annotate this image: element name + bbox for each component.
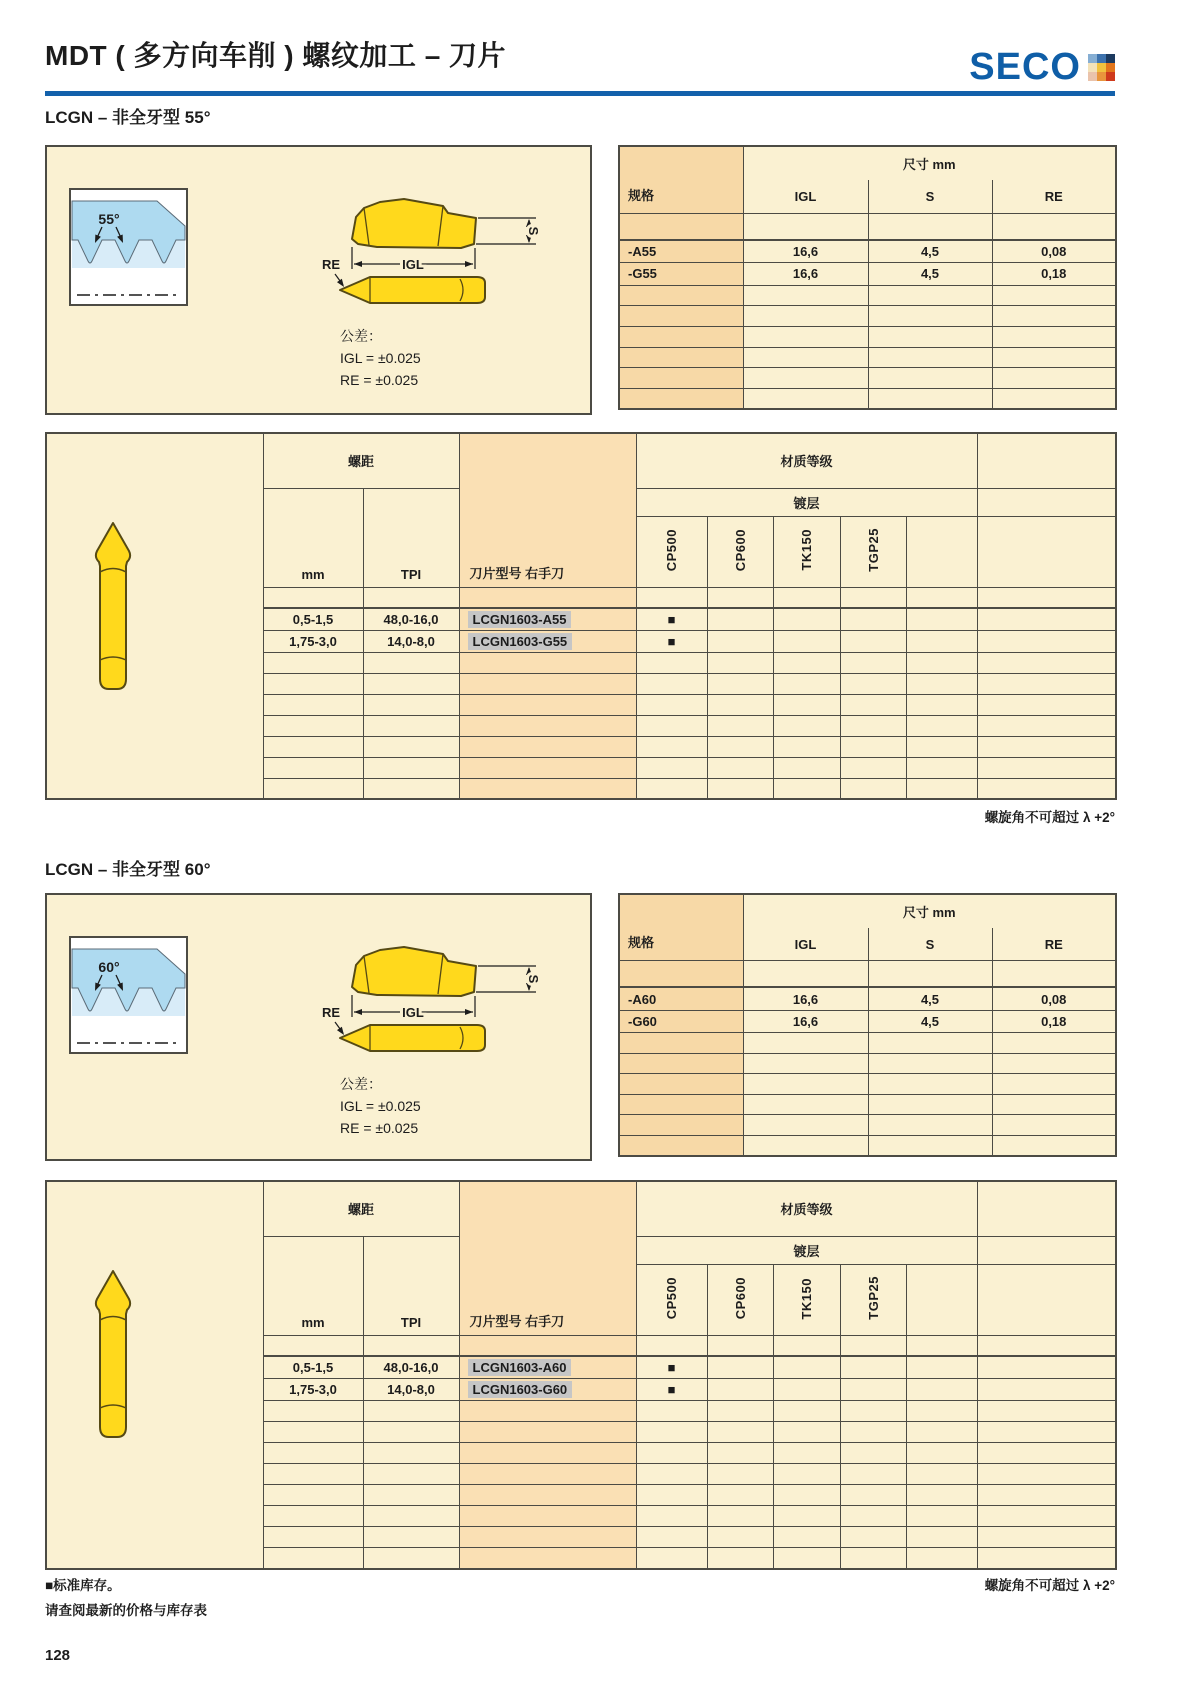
empty-row — [619, 961, 1116, 988]
grade-cp600: CP600 — [732, 1277, 748, 1320]
insert-profile-icon — [83, 520, 143, 695]
spec-column-header: 规格 — [619, 146, 743, 213]
empty-row — [619, 1115, 1116, 1136]
grade-tgp25: TGP25 — [865, 1276, 881, 1321]
insert-row-g60: 1,75-3,0 14,0-8,0 LCGN1603-G60 ■ — [46, 1378, 1116, 1400]
dim-row-g60: -G60 16,6 4,5 0,18 — [619, 1010, 1116, 1033]
stock-legend: ■标准库存。 — [45, 1578, 121, 1593]
section-heading-55: LCGN – 非全牙型 55° — [45, 108, 211, 127]
col-header-re: RE — [992, 928, 1116, 961]
model-number: LCGN1603-G55 — [459, 630, 636, 652]
insert-diagram-60 — [47, 895, 590, 1161]
dim-igl-label: IGL — [402, 257, 424, 272]
dim-row-g55: -G55 16,6 4,5 0,18 — [619, 263, 1116, 286]
tolerance-re: RE = ±0.025 — [340, 1120, 419, 1136]
insert-side-view-drawing — [352, 947, 541, 1020]
tolerance-note — [340, 1076, 421, 1136]
dim-s-label: S — [526, 974, 541, 984]
seco-logo-text: SECO — [969, 46, 1081, 88]
helix-angle-note-55: 螺旋角不可超过 λ +2° — [984, 810, 1115, 825]
col-header-igl: IGL — [743, 180, 868, 213]
insert-row-a55: 0,5-1,5 48,0-16,0 LCGN1603-A55 ■ — [46, 608, 1116, 630]
dimensions-group-header: 尺寸 mm — [743, 146, 1116, 180]
col-header-re: RE — [992, 180, 1116, 213]
insert-shape-cell — [46, 433, 263, 799]
model-number: LCGN1603-A55 — [459, 608, 636, 630]
tolerance-title: 公差： — [340, 328, 382, 344]
thread-profile-drawing — [70, 189, 187, 305]
spec-column-header: 规格 — [619, 894, 743, 961]
grade-tk150: TK150 — [799, 1277, 815, 1320]
tolerance-title: 公差： — [340, 1076, 382, 1092]
tolerance-igl: IGL = ±0.025 — [340, 350, 421, 366]
diagram-box-60 — [45, 893, 592, 1161]
empty-row — [619, 306, 1116, 327]
header-divider — [45, 91, 1115, 96]
seco-logo — [969, 48, 1115, 86]
grade-group-header: 材质等级 — [636, 433, 977, 488]
empty-row — [619, 1074, 1116, 1095]
price-list-note: 请查阅最新的价格与库存表 — [45, 1603, 207, 1618]
helix-angle-note-60: 螺旋角不可超过 λ +2° — [984, 1578, 1115, 1593]
col-header-s: S — [868, 928, 992, 961]
pitch-header: 螺距 — [263, 1181, 459, 1236]
dimension-table-55 — [618, 145, 1117, 410]
page-number: 128 — [45, 1647, 71, 1664]
dim-row-a55: -A55 16,6 4,5 0,08 — [619, 240, 1116, 263]
tolerance-re: RE = ±0.025 — [340, 372, 419, 388]
col-header-tpi: TPI — [363, 1236, 459, 1335]
model-column-header: 刀片型号 右手刀 — [459, 433, 636, 587]
grade-table-55 — [45, 432, 1117, 800]
stock-mark-cp500: ■ — [636, 1356, 707, 1378]
stock-square-icon: ■ — [45, 1578, 54, 1593]
grade-group-header: 材质等级 — [636, 1181, 977, 1236]
section-heading-60: LCGN – 非全牙型 60° — [45, 860, 211, 879]
dim-re-label: RE — [322, 257, 341, 272]
empty-row — [619, 1033, 1116, 1054]
thread-profile-drawing — [70, 937, 187, 1053]
empty-row — [619, 285, 1116, 306]
dim-row-a60: -A60 16,6 4,5 0,08 — [619, 987, 1116, 1010]
col-header-mm: mm — [263, 1236, 363, 1335]
stock-mark-cp500: ■ — [636, 608, 707, 630]
thread-angle-label: 60° — [98, 959, 120, 975]
grade-cp500: CP500 — [664, 1277, 680, 1320]
dimensions-group-header: 尺寸 mm — [743, 894, 1116, 928]
grade-table-60 — [45, 1180, 1117, 1570]
grade-tgp25: TGP25 — [865, 528, 881, 572]
insert-row-a60: 0,5-1,5 48,0-16,0 LCGN1603-A60 ■ — [46, 1356, 1116, 1378]
coating-header: 镀层 — [636, 1236, 977, 1264]
insert-profile-icon — [83, 1268, 143, 1443]
empty-row — [619, 1053, 1116, 1074]
pitch-header: 螺距 — [263, 433, 459, 488]
col-header-tpi: TPI — [363, 488, 459, 587]
page-title: MDT ( 多方向车削 ) 螺纹加工 – 刀片 — [45, 40, 507, 71]
model-column-header: 刀片型号 右手刀 — [459, 1181, 636, 1335]
tolerance-igl: IGL = ±0.025 — [340, 1098, 421, 1114]
empty-row — [619, 368, 1116, 389]
stock-mark-cp500: ■ — [636, 1378, 707, 1400]
insert-diagram-55 — [47, 147, 590, 413]
empty-row — [619, 1094, 1116, 1115]
model-number: LCGN1603-A60 — [459, 1356, 636, 1378]
diagram-box-55 — [45, 145, 592, 415]
model-number: LCGN1603-G60 — [459, 1378, 636, 1400]
dim-re-label: RE — [322, 1005, 341, 1020]
col-header-igl: IGL — [743, 928, 868, 961]
grade-tk150: TK150 — [799, 529, 815, 571]
dimension-table-60 — [618, 893, 1117, 1157]
grade-cp600: CP600 — [732, 528, 748, 572]
stock-mark-cp500: ■ — [636, 630, 707, 652]
col-header-mm: mm — [263, 488, 363, 587]
empty-row — [619, 326, 1116, 347]
empty-header-cell — [977, 1181, 1116, 1236]
insert-side-view-drawing — [352, 199, 541, 272]
tolerance-note — [340, 328, 421, 388]
empty-row — [619, 213, 1116, 240]
dim-igl-label: IGL — [402, 1005, 424, 1020]
insert-row-g55: 1,75-3,0 14,0-8,0 LCGN1603-G55 ■ — [46, 630, 1116, 652]
empty-row — [619, 347, 1116, 368]
dim-s-label: S — [526, 226, 541, 236]
empty-row — [619, 1135, 1116, 1156]
empty-header-cell — [977, 433, 1116, 488]
coating-header: 镀层 — [636, 488, 977, 516]
empty-row — [619, 388, 1116, 409]
seco-logo-squares-icon — [1088, 54, 1115, 81]
grade-cp500: CP500 — [664, 528, 680, 572]
insert-shape-cell — [46, 1181, 263, 1569]
thread-angle-label: 55° — [98, 211, 120, 227]
col-header-s: S — [868, 180, 992, 213]
